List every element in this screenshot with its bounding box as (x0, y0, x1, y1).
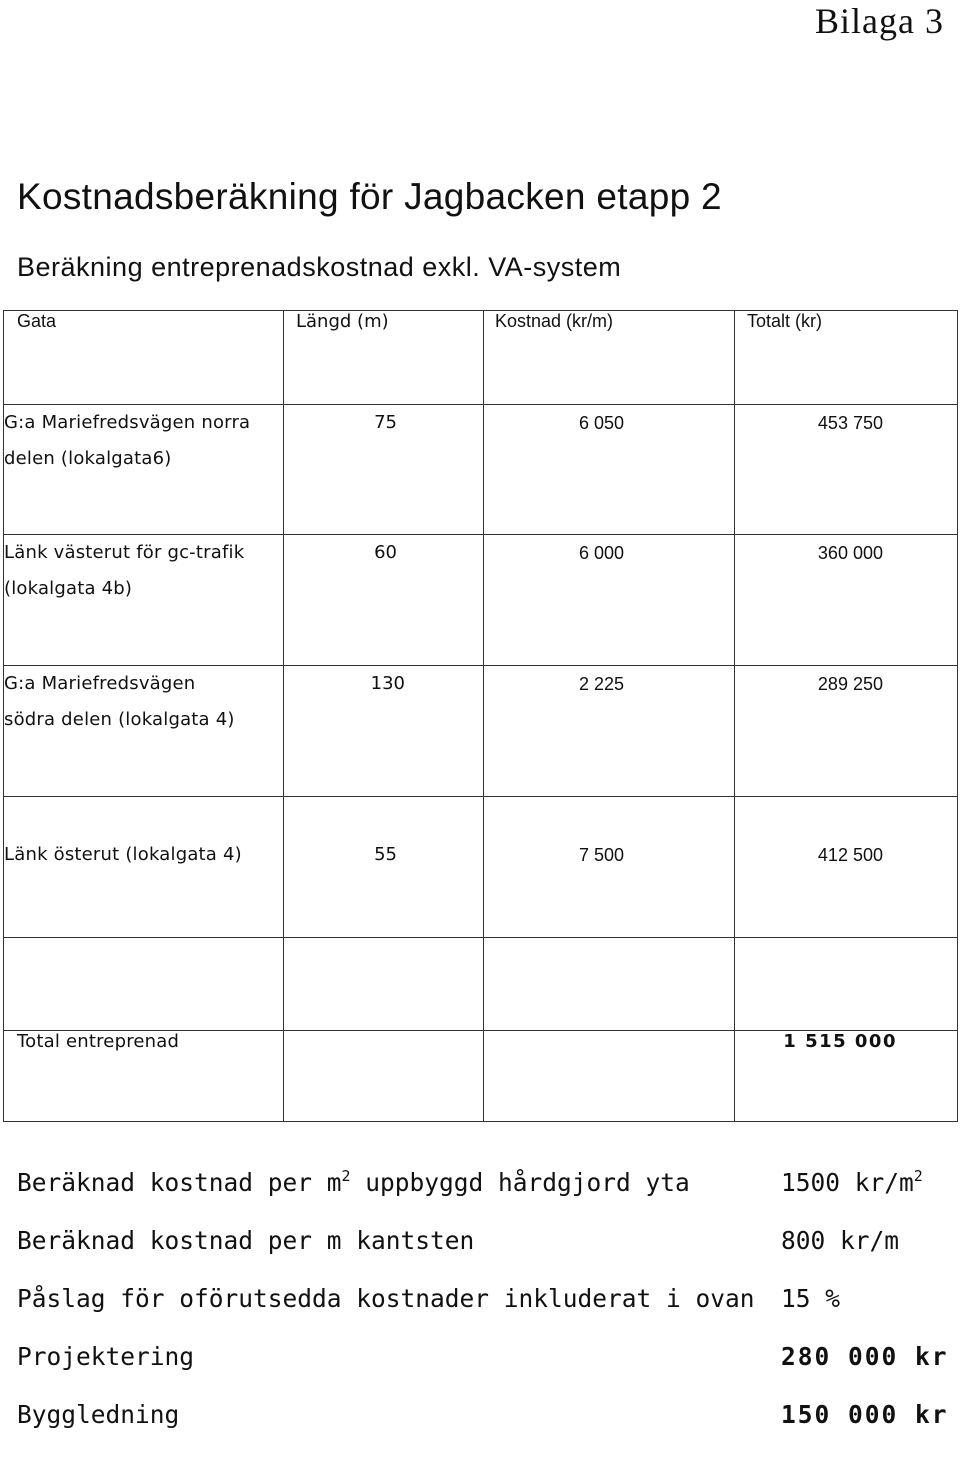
total-row (4, 1031, 958, 1122)
cost-per-m-cell: 7 500 (484, 797, 735, 938)
header-total: Totalt (kr) (735, 311, 958, 405)
page-title: Kostnadsberäkning för Jagbacken etapp 2 (17, 176, 722, 217)
summary-row-curb (17, 1226, 947, 1284)
length-cell: 75 (284, 405, 484, 535)
cost-table (3, 310, 958, 1122)
table-row (4, 535, 958, 666)
total-label: Total entreprenad (4, 1031, 284, 1122)
empty-cell (484, 938, 735, 1031)
street-cell (4, 405, 284, 535)
summary-row-contingency (17, 1284, 947, 1342)
table-header-row (4, 311, 958, 405)
page-subtitle: Beräkning entreprenadskostnad exkl. VA-system (17, 252, 622, 282)
summary-row-area-cost (17, 1168, 947, 1226)
length-cell: 130 (284, 666, 484, 797)
design-value: 280 000 kr (781, 1342, 949, 1371)
area-cost-value: 1500 $kr/m^2$ (781, 1167, 923, 1197)
total-cell: 360 000 (735, 535, 958, 666)
street-line: södra delen (lokalgata 4) (4, 709, 235, 730)
cost-per-m-cell: 6 050 (484, 405, 735, 535)
table-row (4, 666, 958, 797)
street-cell (4, 797, 284, 938)
empty-cell (4, 938, 284, 1031)
total-cell: 289 250 (735, 666, 958, 797)
length-cell: 55 (284, 797, 484, 938)
street-cell (4, 535, 284, 666)
street-line: Länk österut (lokalgata 4) (4, 844, 242, 865)
length-cell: 60 (284, 535, 484, 666)
empty-cell (484, 1031, 735, 1122)
supervision-label: Byggledning (17, 1400, 180, 1429)
area-cost-label: Beräknad kostnad per $m^2$ uppbyggd hårdgjord yta (17, 1167, 690, 1197)
empty-row (4, 938, 958, 1031)
header-street: Gata (4, 311, 284, 405)
street-line: Länk västerut för gc-trafik (4, 542, 245, 563)
supervision-value: 150 000 kr (781, 1400, 949, 1429)
summary-row-design (17, 1342, 947, 1400)
curb-value: 800 kr/m (781, 1226, 900, 1255)
design-label: Projektering (17, 1342, 195, 1371)
total-cell: 412 500 (735, 797, 958, 938)
header-length: Längd (m) (284, 311, 484, 405)
total-cell: 453 750 (735, 405, 958, 535)
empty-cell (735, 938, 958, 1031)
street-line: (lokalgata 4b) (4, 578, 133, 599)
table-row (4, 405, 958, 535)
contingency-label: Påslag för oförutsedda kostnader inkluderat i ovan (17, 1284, 755, 1313)
empty-cell (284, 1031, 484, 1122)
street-line: G:a Mariefredsvägen (4, 673, 196, 694)
total-value: 1 515 000 (735, 1031, 958, 1122)
empty-cell (284, 938, 484, 1031)
street-line: G:a Mariefredsvägen norra (4, 412, 251, 433)
header-cost-per-m: Kostnad (kr/m) (484, 311, 735, 405)
contingency-value: 15 % (781, 1284, 841, 1313)
appendix-label: Bilaga 3 (815, 1, 944, 41)
street-line: delen (lokalgata6) (4, 448, 172, 469)
summary-row-supervision (17, 1400, 947, 1458)
cost-per-m-cell: 2 225 (484, 666, 735, 797)
summary-block (17, 1168, 947, 1458)
curb-label: Beräknad kostnad per m kantsten (17, 1226, 475, 1255)
table-row (4, 797, 958, 938)
street-cell (4, 666, 284, 797)
cost-per-m-cell: 6 000 (484, 535, 735, 666)
